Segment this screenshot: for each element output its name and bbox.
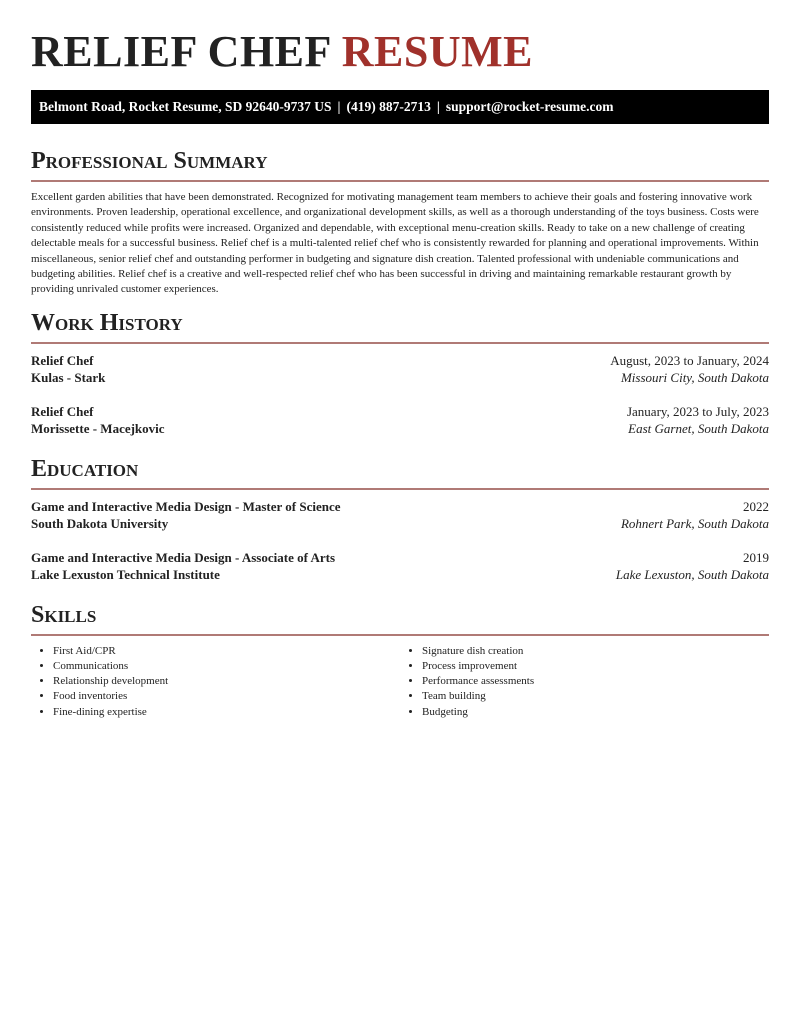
skill-item: • Process improvement bbox=[422, 659, 769, 674]
location: Rohnert Park, South Dakota bbox=[620, 516, 769, 532]
separator: | bbox=[436, 99, 440, 114]
section-heading: Work History bbox=[31, 309, 183, 336]
education-entry bbox=[31, 498, 769, 533]
location: East Garnet, South Dakota bbox=[628, 421, 769, 437]
separator: | bbox=[337, 99, 341, 114]
school: South Dakota University bbox=[31, 516, 169, 532]
job-title: Relief Chef bbox=[31, 403, 94, 419]
skills-list-left bbox=[31, 644, 400, 720]
skill-item: • Performance assessments bbox=[422, 674, 769, 689]
divider bbox=[31, 342, 769, 344]
job-dates: August, 2023 to January, 2024 bbox=[610, 352, 769, 368]
company: Morissette - Macejkovic bbox=[31, 421, 165, 437]
job-entry bbox=[31, 403, 769, 438]
skill-item: • First Aid/CPR bbox=[53, 644, 400, 659]
year: 2019 bbox=[743, 549, 769, 565]
degree: Game and Interactive Media Design - Master of Science bbox=[31, 498, 341, 514]
job-entry bbox=[31, 352, 769, 387]
title-accent: RESUME bbox=[341, 27, 534, 76]
school: Lake Lexuston Technical Institute bbox=[31, 567, 220, 583]
year: 2022 bbox=[743, 498, 769, 514]
job-dates: January, 2023 to July, 2023 bbox=[626, 403, 769, 419]
contact-bar bbox=[31, 90, 769, 124]
summary-section bbox=[31, 146, 769, 298]
degree: Game and Interactive Media Design - Associate of Arts bbox=[31, 549, 336, 565]
skill-item: • Fine-dining expertise bbox=[53, 705, 400, 720]
skill-item: • Budgeting bbox=[422, 705, 769, 720]
resume-title bbox=[31, 28, 769, 76]
company: Kulas - Stark bbox=[31, 370, 106, 386]
section-heading: Education bbox=[31, 455, 139, 482]
job-title: Relief Chef bbox=[31, 352, 94, 368]
divider bbox=[31, 488, 769, 490]
location: Lake Lexuston, South Dakota bbox=[615, 567, 769, 583]
email: support@rocket-resume.com bbox=[445, 99, 614, 114]
section-heading: Professional Summary bbox=[31, 148, 268, 174]
skills-section bbox=[31, 600, 769, 720]
title-main: RELIEF CHEF bbox=[31, 27, 331, 76]
address: Belmont Road, Rocket Resume, SD 92640-9737 US bbox=[39, 99, 332, 114]
skill-item: • Signature dish creation bbox=[422, 644, 769, 659]
summary-text: Excellent garden abilities that have been demonstrated. Recognized for motivating management team members to achieve their goals and fostering innovative work environments. Proven leadership, operational excellence, and organizational development skills, as well as a thorough understanding of the toys business. Costs were consistently reduced while profits were increased. Organized and dependable, with exceptional menu-creation skills. Ready to take on a new challenge of creating delectable meals for a successful business. Relief chef is a multi-talented relief chef who is consistently rewarded for planning and operational improvements. Within miscellaneous, senior relief chef and outstanding performer in budgeting and signature dish creation. Talented professional with undeniable communications and budgeting abilities. Relief chef is a creative and well-respected relief chef who has been successful in driving and maintaining remarkable restaurant growth by providing unrivaled customer experiences. bbox=[31, 191, 759, 296]
skill-item: • Food inventories bbox=[53, 689, 400, 704]
skill-item: • Team building bbox=[422, 689, 769, 704]
work-section bbox=[31, 308, 769, 438]
divider bbox=[31, 180, 769, 182]
phone: (419) 887-2713 bbox=[346, 99, 431, 114]
education-section bbox=[31, 454, 769, 584]
skill-item: • Relationship development bbox=[53, 674, 400, 689]
skill-item: • Communications bbox=[53, 659, 400, 674]
divider bbox=[31, 634, 769, 636]
skills-list-right bbox=[400, 644, 769, 720]
location: Missouri City, South Dakota bbox=[620, 370, 769, 386]
education-entry bbox=[31, 549, 769, 584]
section-heading: Skills bbox=[31, 601, 97, 628]
